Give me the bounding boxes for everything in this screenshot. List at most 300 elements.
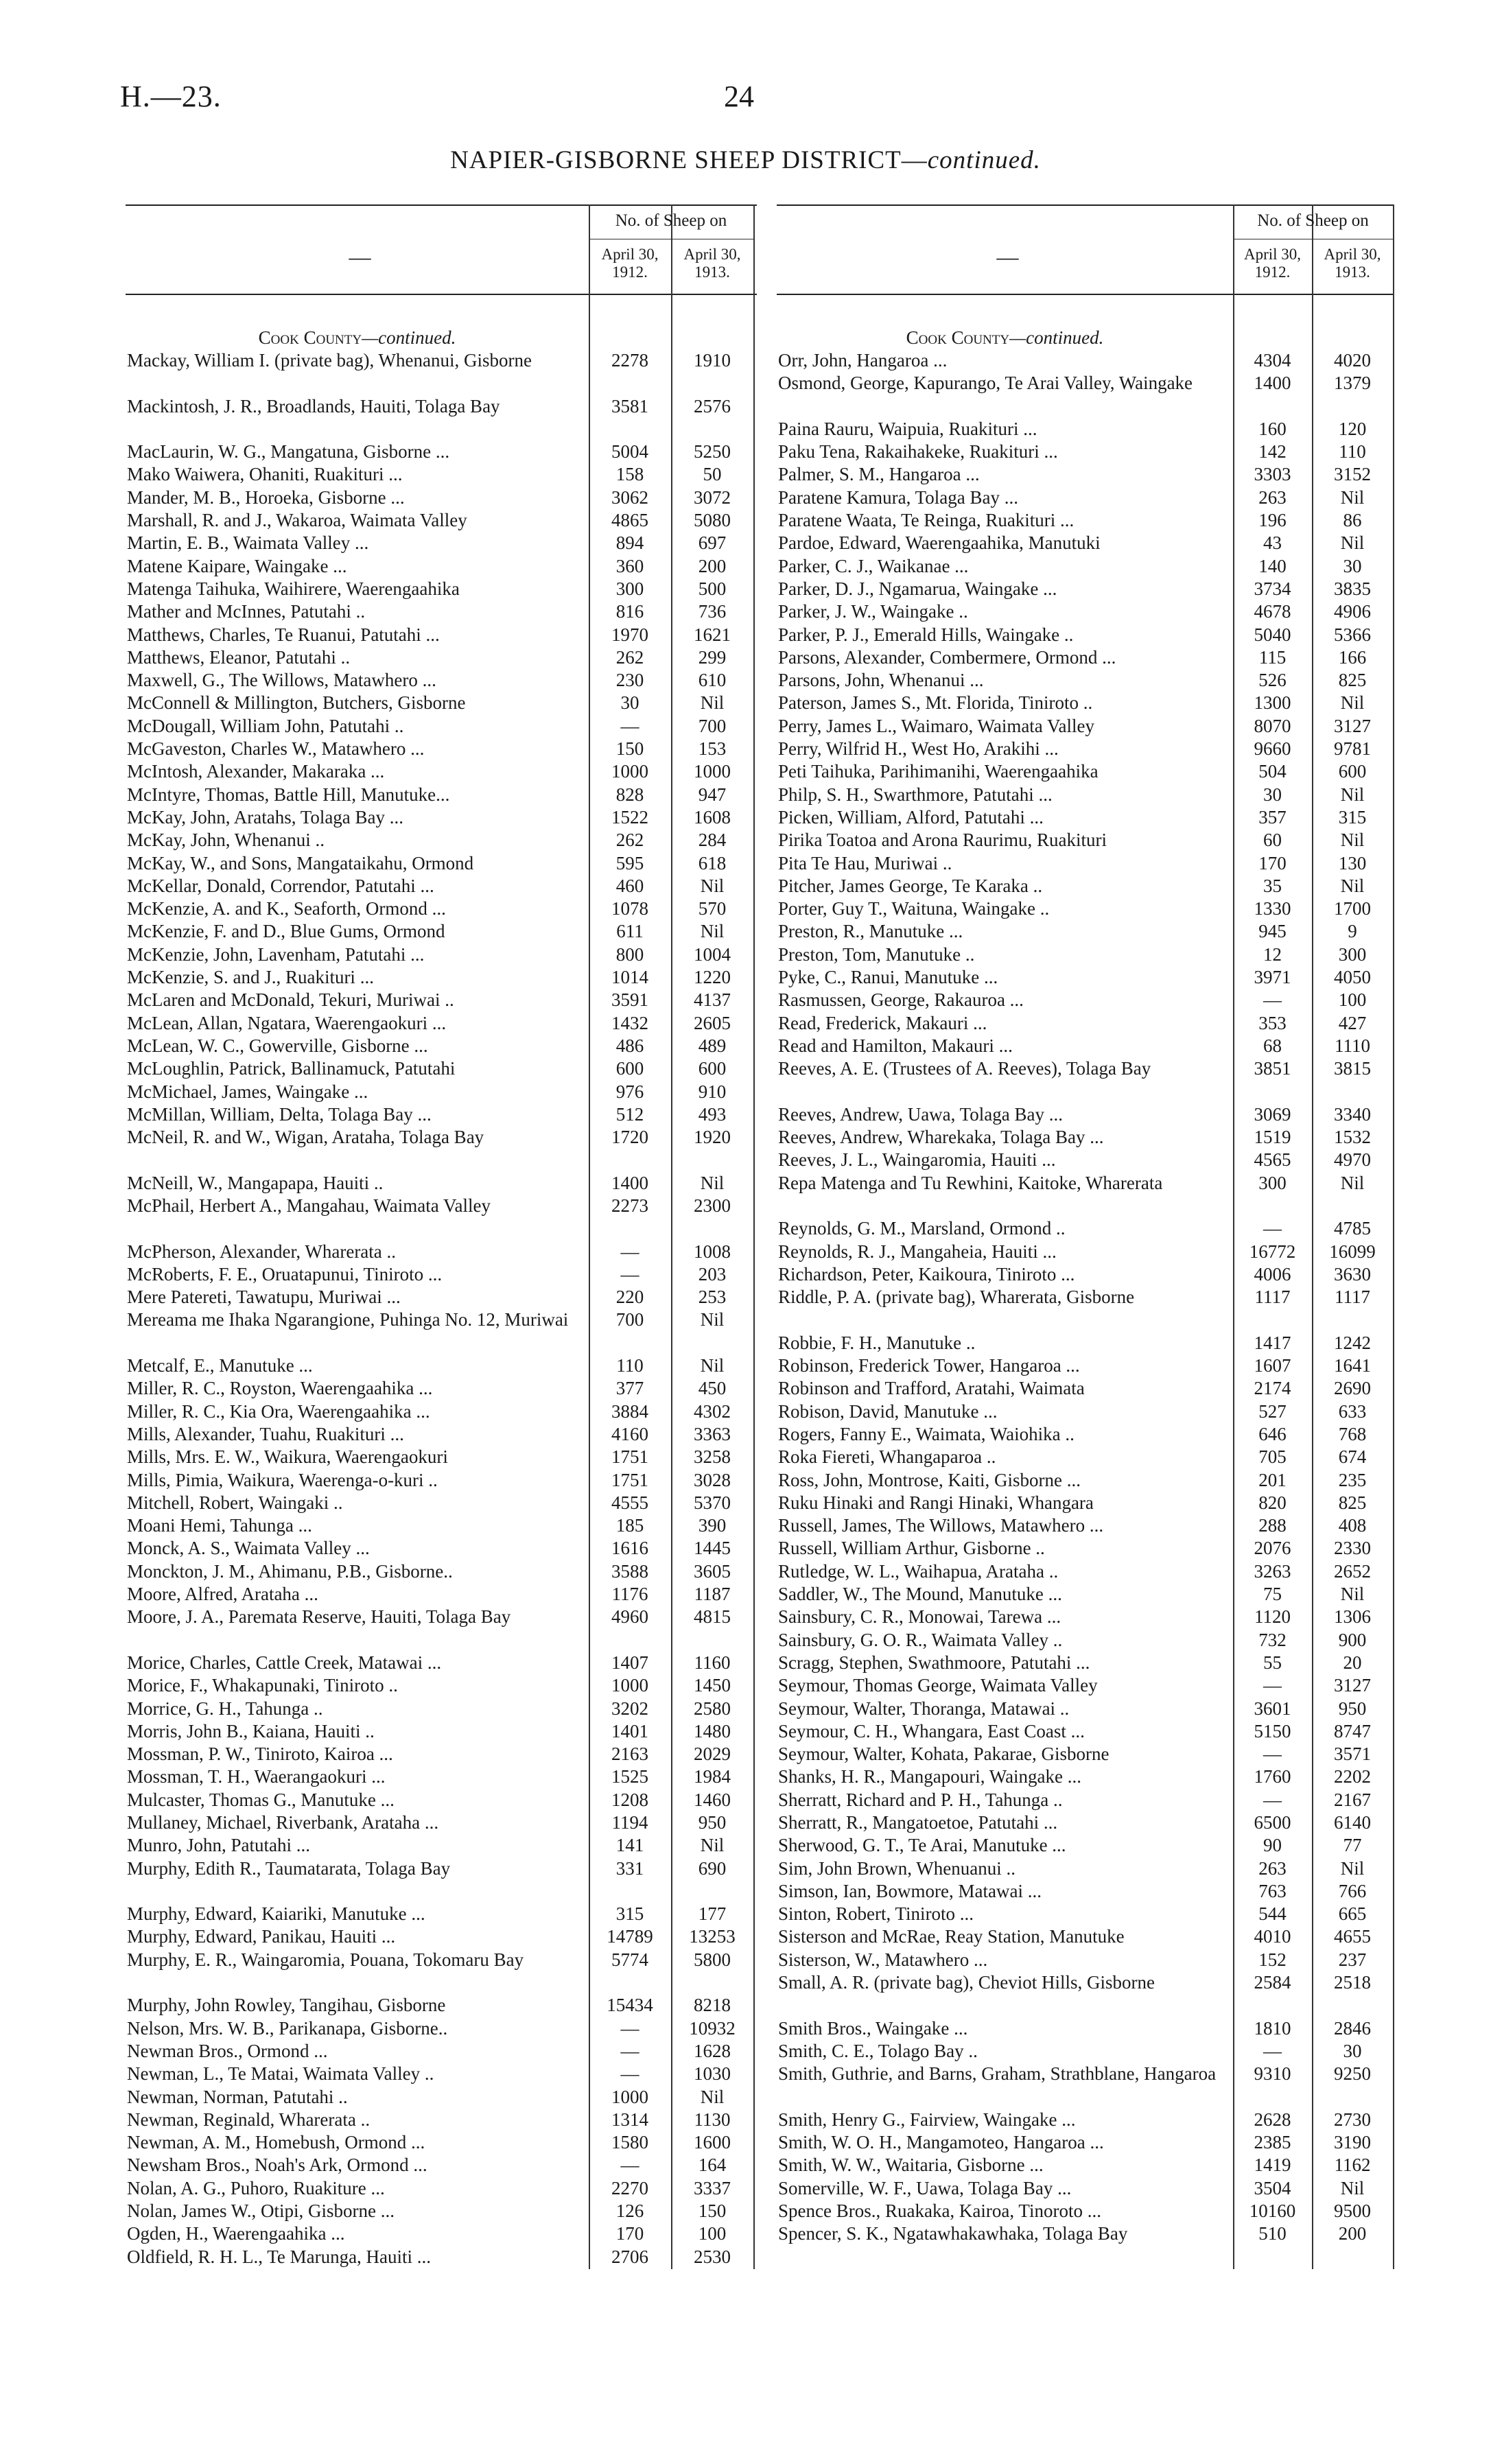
table-row	[777, 852, 1394, 875]
sheep-1912: 15434	[607, 1995, 653, 2016]
owner-entry: Marshall, R. and J., Wakaroa, Waimata Valley	[127, 510, 467, 531]
table-top-rule	[777, 204, 1394, 206]
owner-entry: Murphy, Edith R., Taumatarata, Tolaga Bay	[127, 1857, 451, 1879]
sheep-1912: 2278	[611, 350, 648, 371]
table-row	[126, 1126, 757, 1172]
table-row	[126, 1012, 757, 1035]
sheep-1912: 30	[1263, 784, 1282, 805]
sheep-1912: 353	[1258, 1012, 1287, 1033]
table-row	[126, 1857, 757, 1903]
owner-entry: Matene Kaipare, Waingake ...	[127, 555, 347, 576]
sheep-1913: 1700	[1334, 898, 1371, 919]
sheep-1912: 1519	[1254, 1127, 1291, 1148]
sheep-1913: 825	[1338, 670, 1367, 691]
table-row	[777, 646, 1394, 669]
sheep-1912: 1078	[611, 898, 648, 919]
table-row	[126, 738, 757, 760]
table-row	[126, 1537, 757, 1560]
owner-entry: McKenzie, F. and D., Blue Gums, Ormond	[127, 921, 445, 942]
table-row	[777, 1743, 1394, 1765]
sheep-1913: 1110	[1335, 1035, 1370, 1056]
sheep-1912: —	[1263, 1675, 1282, 1696]
sheep-1912: 377	[615, 1378, 644, 1399]
sheep-1913: 1242	[1334, 1332, 1371, 1353]
column-header-1912: April 30, 1912.	[1243, 246, 1302, 281]
sheep-1912: 1751	[611, 1469, 648, 1490]
sheep-1912: 1300	[1254, 692, 1291, 714]
table-row	[126, 1583, 757, 1606]
sheep-1913: 253	[698, 1287, 727, 1308]
table-row	[777, 1857, 1394, 1880]
owner-entry: McNeill, W., Mangapapa, Hauiti ..	[127, 1172, 384, 1193]
owner-entry: Reeves, J. L., Waingaromia, Hauiti ...	[778, 1149, 1056, 1171]
sheep-1913: 1162	[1334, 2155, 1371, 2176]
table-row	[126, 1286, 757, 1309]
sheep-1912: 763	[1258, 1880, 1287, 1901]
table-row	[126, 1949, 757, 1995]
table-row	[126, 395, 757, 441]
sheep-1913: Nil	[700, 921, 725, 942]
table-row	[126, 669, 757, 692]
dash-header: —	[349, 244, 371, 269]
sheep-1913: Nil	[1340, 1172, 1365, 1193]
table-row	[126, 1035, 757, 1057]
sheep-1913: 77	[1343, 1835, 1362, 1856]
sheep-1913: Nil	[700, 1835, 725, 1856]
sheep-1913: 30	[1343, 2040, 1362, 2061]
sheep-1912: 4006	[1254, 1263, 1291, 1284]
sheep-1912: 945	[1258, 921, 1287, 942]
table-row	[777, 1720, 1394, 1743]
table-row	[777, 1514, 1394, 1537]
owner-entry: McNeil, R. and W., Wigan, Arataha, Tolaga Bay	[127, 1127, 484, 1148]
sheep-1912: 2628	[1254, 2109, 1291, 2130]
sheep-1912: 300	[1258, 1172, 1287, 1193]
table-row	[777, 1149, 1394, 1171]
sheep-1913: 1480	[694, 1720, 731, 1741]
owner-entry: Paina Rauru, Waipuia, Ruakituri ...	[778, 418, 1037, 439]
owner-entry: Rutledge, W. L., Waihapua, Arataha ..	[778, 1560, 1059, 1582]
sheep-1913: 4785	[1334, 1218, 1371, 1239]
sheep-1912: 3062	[611, 486, 648, 508]
owner-entry: McMillan, William, Delta, Tolaga Bay ...	[127, 1103, 432, 1125]
sheep-1912: 600	[615, 1058, 644, 1079]
table-row	[777, 1400, 1394, 1423]
table-row	[126, 784, 757, 806]
sheep-1913: 2576	[694, 395, 731, 416]
page-title	[0, 145, 1491, 175]
owner-entry: Read and Hamilton, Makauri ...	[778, 1035, 1013, 1056]
sheep-1913: 1628	[694, 2040, 731, 2061]
owner-entry: Mackay, William I. (private bag), Whenanui, Gisborne	[127, 350, 532, 371]
table-row	[777, 1971, 1394, 2017]
table-row	[777, 1217, 1394, 1240]
table-row	[126, 1377, 757, 1400]
sheep-1913: 100	[698, 2223, 727, 2244]
owner-entry: McKay, W., and Sons, Mangataikahu, Ormond	[127, 852, 474, 873]
owner-entry: Russell, William Arthur, Gisborne ..	[778, 1538, 1045, 1559]
sheep-1913: 5080	[694, 510, 731, 531]
sheep-1913: 6140	[1334, 1812, 1371, 1833]
owner-entry: Smith, Henry G., Fairview, Waingake ...	[778, 2109, 1076, 2130]
sheep-1913: 9500	[1334, 2201, 1371, 2222]
sheep-1912: —	[1263, 1789, 1282, 1810]
sheep-1913: 1000	[694, 761, 731, 782]
sheep-1912: 16772	[1249, 1241, 1296, 1262]
owner-entry: Newman, Norman, Patutahi ..	[127, 2086, 348, 2107]
sheep-1913: 1220	[694, 967, 731, 988]
sheep-1912: 4565	[1254, 1149, 1291, 1171]
owner-entry: Parker, C. J., Waikanae ...	[778, 555, 969, 576]
sheep-1912: 2706	[611, 2246, 648, 2267]
owner-entry: Reeves, Andrew, Uawa, Tolaga Bay ...	[778, 1103, 1063, 1125]
table-row	[126, 875, 757, 897]
sheep-1912: 816	[615, 601, 644, 622]
owner-entry: Mather and McInnes, Patutahi ..	[127, 601, 366, 622]
table-row	[777, 2063, 1394, 2109]
sheep-1913: 30	[1343, 555, 1362, 576]
sheep-1912: 141	[615, 1835, 644, 1856]
table-row	[777, 692, 1394, 714]
sheep-1913: Nil	[1340, 692, 1365, 714]
owner-entry: McKellar, Donald, Correndor, Patutahi ...	[127, 875, 434, 896]
sheep-1912: 705	[1258, 1446, 1287, 1468]
table-row	[126, 1720, 757, 1743]
owner-entry: Matthews, Eleanor, Patutahi ..	[127, 646, 351, 668]
sheep-1912: 10160	[1249, 2201, 1296, 2222]
sheep-1913: Nil	[1340, 486, 1365, 508]
sheep-1912: 1432	[611, 1012, 648, 1033]
sheep-1913: 200	[1338, 2223, 1367, 2244]
sheep-1912: 1810	[1254, 2017, 1291, 2039]
table-row	[777, 1537, 1394, 1560]
sheep-1913: 766	[1338, 1880, 1367, 1901]
table-row	[126, 646, 757, 669]
owner-entry: Moore, J. A., Paremata Reserve, Hauiti, Tolaga Bay	[127, 1606, 511, 1628]
table-row	[777, 1583, 1394, 1606]
sheep-1912: 800	[615, 943, 644, 965]
sheep-1912: 140	[1258, 555, 1287, 576]
sheep-1913: 2167	[1334, 1789, 1371, 1810]
sheep-1912: 512	[615, 1103, 644, 1125]
sheep-1913: 5800	[694, 1949, 731, 1970]
sheep-1913: 1920	[694, 1127, 731, 1148]
sheep-1913: 203	[698, 1263, 727, 1284]
table-row	[777, 2200, 1394, 2222]
sheep-1913: 665	[1338, 1903, 1367, 1925]
sheep-1912: 315	[615, 1903, 644, 1925]
owner-entry: Parsons, John, Whenanui ...	[778, 670, 984, 691]
sheep-1912: 1000	[611, 2086, 648, 2107]
owner-entry: Riddle, P. A. (private bag), Wharerata, Gisborne	[778, 1287, 1135, 1308]
table-row	[777, 2131, 1394, 2154]
section-county: Cook County	[258, 327, 362, 348]
sheep-1913: 1117	[1335, 1287, 1370, 1308]
owner-entry: Mills, Mrs. E. W., Waikura, Waerengaokuri	[127, 1446, 448, 1468]
sheep-1913: 1910	[694, 350, 731, 371]
sheep-1913: 1460	[694, 1789, 731, 1810]
table-row	[126, 806, 757, 829]
table-row	[777, 1765, 1394, 1788]
sheep-1912: 43	[1263, 532, 1282, 554]
owner-entry: Maxwell, G., The Willows, Matawhero ...	[127, 670, 436, 691]
owner-entry: Palmer, S. M., Hangaroa ...	[778, 464, 980, 485]
sheep-1912: 110	[616, 1355, 644, 1376]
sheep-1913: 1130	[694, 2109, 731, 2130]
sheep-1913: 4970	[1334, 1149, 1371, 1171]
owner-entry: Rogers, Fanny E., Waimata, Waiohika ..	[778, 1423, 1075, 1444]
owner-entry: Morice, F., Whakapunaki, Tiniroto ..	[127, 1675, 398, 1696]
owner-entry: Newman Bros., Ormond ...	[127, 2040, 328, 2061]
sheep-1912: —	[620, 715, 639, 736]
table-row	[777, 784, 1394, 806]
column-header-1913: April 30, 1913.	[683, 246, 741, 281]
table-row	[126, 1492, 757, 1514]
sheep-1912: 220	[615, 1287, 644, 1308]
table-row	[126, 349, 757, 395]
sheep-1913: 4302	[694, 1400, 731, 1422]
table-row	[126, 1423, 757, 1446]
table-row	[126, 2246, 757, 2268]
table-row	[777, 1674, 1394, 1697]
table-row	[126, 1354, 757, 1377]
table-row	[126, 1903, 757, 1925]
owner-entry: Porter, Guy T., Waituna, Waingake ..	[778, 898, 1050, 919]
owner-entry: Richardson, Peter, Kaikoura, Tiniroto ...	[778, 1263, 1075, 1284]
sheep-1912: 4865	[611, 510, 648, 531]
sheep-1912: 5150	[1254, 1720, 1291, 1741]
sheep-1913: Nil	[1340, 830, 1365, 851]
owner-entry: Paratene Kamura, Tolaga Bay ...	[778, 486, 1018, 508]
sheep-1913: 299	[698, 646, 727, 668]
owner-entry: McKenzie, A. and K., Seaforth, Ormond ...	[127, 898, 446, 919]
sheep-1912: 90	[1263, 1835, 1282, 1856]
sheep-1912: 185	[615, 1515, 644, 1536]
sheep-1913: 3630	[1334, 1263, 1371, 1284]
table-row	[126, 1560, 757, 1583]
owner-entry: Munro, John, Patutahi ...	[127, 1835, 310, 1856]
sheep-1912: 170	[1258, 852, 1287, 873]
table-row	[126, 1765, 757, 1788]
sheep-1912: 504	[1258, 761, 1287, 782]
sheep-1912: 1607	[1254, 1355, 1291, 1376]
sheep-1913: 570	[698, 898, 727, 919]
sheep-1912: 526	[1258, 670, 1287, 691]
table-row	[126, 1400, 757, 1423]
table-row	[777, 2222, 1394, 2268]
sheep-1913: 237	[1338, 1949, 1367, 1970]
table-row	[126, 2040, 757, 2063]
sheep-1913: Nil	[1340, 875, 1365, 896]
sheep-1913: 1306	[1334, 1606, 1371, 1628]
owner-entry: Pardoe, Edward, Waerengaahika, Manutuki	[778, 532, 1101, 554]
sheep-1913: 825	[1338, 1492, 1367, 1513]
sheep-1912: 4160	[611, 1423, 648, 1444]
sheep-1913: 489	[698, 1035, 727, 1056]
table-row	[777, 1057, 1394, 1103]
sheep-1912: 1616	[611, 1538, 648, 1559]
sheep-1912: 1970	[611, 624, 648, 645]
sheep-1913: 166	[1338, 646, 1367, 668]
owner-entry: McRoberts, F. E., Oruatapunui, Tiniroto ...	[127, 1263, 443, 1284]
section-continued: —continued.	[362, 327, 456, 348]
table-row	[777, 2017, 1394, 2040]
table-row	[777, 578, 1394, 600]
table-row	[126, 692, 757, 714]
sheep-1912: 142	[1258, 441, 1287, 462]
sheep-1912: 4304	[1254, 350, 1291, 371]
table-row	[777, 418, 1394, 441]
table-row	[777, 1903, 1394, 1925]
table-row	[777, 555, 1394, 578]
sheep-1912: 1208	[611, 1789, 648, 1810]
owner-entry: Newsham Bros., Noah's Ark, Ormond ...	[127, 2155, 427, 2176]
sheep-1913: 86	[1343, 510, 1362, 531]
sheep-1913: 1532	[1334, 1127, 1371, 1148]
sheep-1913: 2730	[1334, 2109, 1371, 2130]
table-row	[126, 1263, 757, 1286]
table-row	[777, 715, 1394, 738]
owner-entry: Reeves, A. E. (Trustees of A. Reeves), Tolaga Bay	[778, 1058, 1151, 1079]
owner-entry: Preston, Tom, Manutuke ..	[778, 943, 975, 965]
sheep-1913: 500	[698, 578, 727, 599]
sheep-1912: 263	[1258, 486, 1287, 508]
table-row	[777, 1354, 1394, 1377]
table-row	[126, 1241, 757, 1263]
sheep-1912: 700	[615, 1309, 644, 1330]
owner-entry: Spence Bros., Ruakaka, Kairoa, Tinoroto ...	[778, 2201, 1101, 2222]
owner-entry: McLaren and McDonald, Tekuri, Muriwai ..	[127, 989, 454, 1011]
sheep-1913: 697	[698, 532, 727, 554]
owner-entry: Ogden, H., Waerengaahika ...	[127, 2223, 345, 2244]
table-row	[777, 1332, 1394, 1354]
table-row	[126, 1743, 757, 1765]
owner-entry: Morris, John B., Kaiana, Hauiti ..	[127, 1720, 375, 1741]
owner-entry: Mitchell, Robert, Waingaki ..	[127, 1492, 343, 1513]
owner-entry: Mereama me Ihaka Ngarangione, Puhinga No. 12, Muriwai	[127, 1309, 569, 1330]
owner-entry: Seymour, C. H., Whangara, East Coast ...	[778, 1720, 1085, 1741]
sheep-1913: 493	[698, 1103, 727, 1125]
sheep-1912: 3734	[1254, 578, 1291, 599]
owner-entry: Newman, L., Te Matai, Waimata Valley ..	[127, 2063, 434, 2085]
table-row	[777, 2040, 1394, 2063]
sheep-1913: 3815	[1334, 1058, 1371, 1079]
sheep-1913: 1641	[1334, 1355, 1371, 1376]
table-row	[777, 441, 1394, 463]
sheep-1912: 1401	[611, 1720, 648, 1741]
table-row	[777, 463, 1394, 486]
sheep-1912: 5040	[1254, 624, 1291, 645]
table-row	[126, 1172, 757, 1195]
owner-entry: Mullaney, Michael, Riverbank, Arataha ...	[127, 1812, 439, 1833]
owner-entry: Smith, W. W., Waitaria, Gisborne ...	[778, 2155, 1044, 2176]
owner-entry: Newman, Reginald, Wharerata ..	[127, 2109, 371, 2130]
table-row	[126, 829, 757, 852]
owner-entry: Osmond, George, Kapurango, Te Arai Valley, Waingake	[778, 373, 1193, 394]
owner-entry: Parker, P. J., Emerald Hills, Waingake ..	[778, 624, 1074, 645]
sheep-1912: 262	[615, 646, 644, 668]
table-row	[126, 715, 757, 738]
sheep-1913: 950	[1338, 1698, 1367, 1719]
sheep-1912: 3202	[611, 1698, 648, 1719]
sheep-1912: 828	[615, 784, 644, 805]
table-row	[777, 372, 1394, 418]
owner-entry: Miller, R. C., Royston, Waerengaahika ...	[127, 1378, 433, 1399]
sheep-1913: 600	[1338, 761, 1367, 782]
table-row	[777, 738, 1394, 760]
table-row	[126, 1994, 757, 2017]
table-row	[777, 1789, 1394, 1811]
sheep-1913: 1008	[694, 1241, 731, 1262]
title-main: NAPIER-GISBORNE SHEEP DISTRICT—	[450, 146, 928, 174]
table-row	[777, 1241, 1394, 1263]
table-row	[777, 989, 1394, 1011]
sheep-1913: 1030	[694, 2063, 731, 2085]
sheep-1913: 3605	[694, 1560, 731, 1582]
table-row	[126, 897, 757, 920]
owner-entry: Ross, John, Montrose, Kaiti, Gisborne ...	[778, 1469, 1081, 1490]
owner-entry: Sherratt, R., Mangatoetoe, Patutahi ...	[778, 1812, 1058, 1833]
owner-entry: Smith, Guthrie, and Barns, Graham, Strathblane, Hangaroa	[778, 2063, 1217, 2085]
owner-entry: McIntyre, Thomas, Battle Hill, Manutuke...	[127, 784, 450, 805]
left-table	[126, 204, 757, 2276]
table-row	[126, 463, 757, 486]
sheep-1913: 8747	[1334, 1720, 1371, 1741]
sheep-1913: 164	[698, 2155, 727, 2176]
table-row	[126, 441, 757, 463]
table-body	[777, 327, 1394, 2268]
table-row	[777, 1492, 1394, 1514]
owner-entry: Read, Frederick, Makauri ...	[778, 1012, 987, 1033]
sheep-1913: 633	[1338, 1400, 1367, 1422]
sheep-1913: 2652	[1334, 1560, 1371, 1582]
sheep-1913: 4815	[694, 1606, 731, 1628]
sheep-1913: 2330	[1334, 1538, 1371, 1559]
sheep-1913: 3363	[694, 1423, 731, 1444]
owner-entry: Russell, James, The Willows, Matawhero ...	[778, 1515, 1104, 1536]
table-row	[777, 760, 1394, 783]
sheep-1913: 150	[698, 2201, 727, 2222]
owner-entry: Reynolds, R. J., Mangaheia, Hauiti ...	[778, 1241, 1057, 1262]
sheep-1913: 1379	[1334, 373, 1371, 394]
sheep-1913: 2605	[694, 1012, 731, 1033]
owner-entry: Sherwood, G. T., Te Arai, Manutuke ...	[778, 1835, 1066, 1856]
owner-entry: Smith Bros., Waingake ...	[778, 2017, 968, 2039]
table-row	[126, 1469, 757, 1492]
sheep-1913: 1004	[694, 943, 731, 965]
owner-entry: Moore, Alfred, Arataha ...	[127, 1584, 318, 1605]
owner-entry: Morrice, G. H., Tahunga ..	[127, 1698, 323, 1719]
sheep-1913: 600	[698, 1058, 727, 1079]
table-row	[777, 624, 1394, 646]
sheep-1913: 3340	[1334, 1103, 1371, 1125]
owner-entry: Sinton, Robert, Tiniroto ...	[778, 1903, 974, 1925]
sheep-1913: 1621	[694, 624, 731, 645]
owner-entry: Spencer, S. K., Ngatawhakawhaka, Tolaga Bay	[778, 2223, 1128, 2244]
table-row	[777, 1925, 1394, 1948]
owner-entry: Rasmussen, George, Rakauroa ...	[778, 989, 1024, 1011]
sheep-1913: 1160	[694, 1652, 731, 1673]
column-group-header: No. of Sheep on	[1257, 211, 1369, 230]
table-row	[126, 555, 757, 578]
sheep-1912: 126	[615, 2201, 644, 2222]
table-row	[126, 2154, 757, 2176]
table-row	[126, 1811, 757, 1834]
sheep-1912: 3263	[1254, 1560, 1291, 1582]
owner-entry: Smith, W. O. H., Mangamoteo, Hangaroa ...	[778, 2132, 1104, 2153]
sheep-1912: 510	[1258, 2223, 1287, 2244]
sheep-1912: 1120	[1254, 1606, 1291, 1628]
